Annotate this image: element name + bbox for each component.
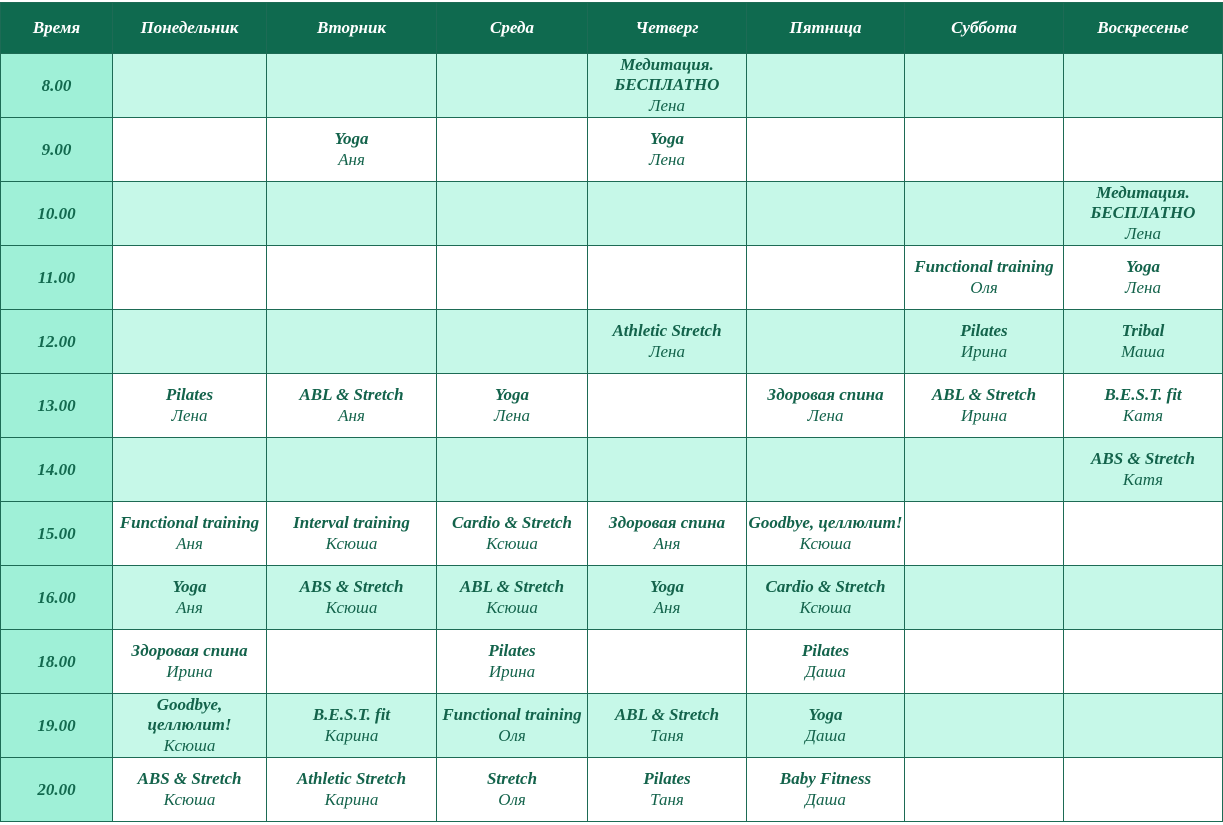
empty-cell (747, 54, 905, 118)
header-day: Воскресенье (1064, 3, 1223, 54)
class-name: Functional training (119, 513, 260, 532)
class-cell (905, 374, 1064, 438)
class-cell (588, 566, 747, 630)
empty-cell (588, 630, 747, 694)
empty-cell (267, 182, 437, 246)
empty-cell (905, 694, 1064, 758)
empty-cell (267, 310, 437, 374)
empty-cell (1064, 758, 1223, 822)
instructor-name: Ксюша (799, 534, 852, 553)
instructor-name: Лена (1125, 278, 1161, 297)
empty-cell (905, 566, 1064, 630)
empty-cell (747, 310, 905, 374)
class-cell (747, 502, 905, 566)
header-day: Четверг (588, 3, 747, 54)
empty-cell (905, 758, 1064, 822)
empty-cell (437, 246, 588, 310)
instructor-name: Аня (653, 534, 681, 553)
class-cell (588, 310, 747, 374)
class-name: ABS & Stretch (1091, 449, 1195, 468)
empty-cell (437, 438, 588, 502)
instructor-name: Ирина (488, 662, 536, 681)
class-name: Yoga (495, 385, 529, 404)
instructor-name: Лена (649, 342, 685, 361)
class-name: Pilates (165, 385, 214, 404)
class-cell (113, 566, 267, 630)
class-cell (747, 566, 905, 630)
schedule-body (1, 54, 1223, 822)
instructor-name: Даша (805, 662, 846, 681)
class-name: Cardio & Stretch (452, 513, 572, 532)
instructor-name: Аня (338, 150, 365, 169)
class-cell (747, 758, 905, 822)
header-day: Среда (437, 3, 588, 54)
class-name: Baby Fitness (779, 769, 872, 788)
class-name: Pilates (488, 641, 536, 660)
instructor-name: Ирина (960, 406, 1008, 425)
schedule-table (0, 2, 1223, 822)
class-name: Yoga (650, 129, 684, 148)
time-cell: 19.00 (1, 694, 113, 758)
header-time: Время (1, 3, 113, 54)
empty-cell (1064, 54, 1223, 118)
empty-cell (267, 438, 437, 502)
class-cell (437, 694, 588, 758)
class-cell (267, 758, 437, 822)
class-cell (113, 374, 267, 438)
instructor-name: Оля (970, 278, 998, 297)
empty-cell (747, 118, 905, 182)
class-name: Tribal (1121, 321, 1165, 340)
instructor-name: Маша (1121, 342, 1165, 361)
instructor-name: Оля (498, 790, 526, 809)
time-cell: 9.00 (1, 118, 113, 182)
class-cell (437, 566, 588, 630)
class-name: Pilates (960, 321, 1008, 340)
time-cell: 12.00 (1, 310, 113, 374)
class-name: ABS & Stretch (137, 769, 242, 788)
class-cell (267, 118, 437, 182)
class-cell (113, 758, 267, 822)
empty-cell (113, 246, 267, 310)
empty-cell (1064, 630, 1223, 694)
empty-cell (437, 118, 588, 182)
class-name: Pilates (801, 641, 850, 660)
class-name: ABL & Stretch (614, 705, 720, 724)
empty-cell (113, 310, 267, 374)
header-row (1, 3, 1223, 54)
header-day: Вторник (267, 3, 437, 54)
instructor-name: Ксюша (163, 736, 216, 755)
empty-cell (113, 118, 267, 182)
class-cell (113, 630, 267, 694)
table-row (1, 310, 1223, 374)
empty-cell (1064, 566, 1223, 630)
class-name: Yoga (808, 705, 843, 724)
class-name: Yoga (650, 577, 684, 596)
empty-cell (267, 630, 437, 694)
class-cell (437, 502, 588, 566)
time-cell: 16.00 (1, 566, 113, 630)
instructor-name: Лена (494, 406, 530, 425)
header-day: Понедельник (113, 3, 267, 54)
empty-cell (747, 246, 905, 310)
class-cell (1064, 246, 1223, 310)
empty-cell (437, 182, 588, 246)
class-cell (747, 630, 905, 694)
class-cell (905, 310, 1064, 374)
class-cell (588, 694, 747, 758)
time-cell: 15.00 (1, 502, 113, 566)
class-name: Interval training (293, 513, 410, 532)
header-day: Суббота (905, 3, 1064, 54)
class-name: Здоровая спина (608, 513, 726, 532)
class-name: Goodbye, целлюлит! (147, 695, 232, 734)
class-cell (113, 694, 267, 758)
class-cell (437, 758, 588, 822)
time-cell: 14.00 (1, 438, 113, 502)
class-cell (905, 246, 1064, 310)
class-name: Functional training (914, 257, 1054, 276)
instructor-name: Ксюша (325, 598, 378, 617)
instructor-name: Даша (805, 726, 846, 745)
class-name: Yoga (1126, 257, 1160, 276)
instructor-name: Катя (1122, 406, 1164, 425)
empty-cell (588, 246, 747, 310)
table-row (1, 246, 1223, 310)
class-cell (747, 694, 905, 758)
instructor-name: Ксюша (325, 534, 378, 553)
schedule-header (1, 3, 1223, 54)
table-row (1, 118, 1223, 182)
class-name: B.E.S.T. fit (312, 705, 391, 724)
class-cell (267, 566, 437, 630)
instructor-name: Даша (805, 790, 846, 809)
class-cell (588, 118, 747, 182)
class-name: Yoga (172, 577, 207, 596)
empty-cell (747, 438, 905, 502)
instructor-name: Аня (653, 598, 681, 617)
class-cell (747, 374, 905, 438)
empty-cell (1064, 118, 1223, 182)
instructor-name: Карина (324, 790, 379, 809)
class-cell (588, 758, 747, 822)
table-row (1, 630, 1223, 694)
empty-cell (113, 438, 267, 502)
class-name: Cardio & Stretch (765, 577, 886, 596)
empty-cell (1064, 502, 1223, 566)
instructor-name: Лена (171, 406, 208, 425)
class-name: ABL & Stretch (459, 577, 565, 596)
empty-cell (905, 182, 1064, 246)
empty-cell (747, 182, 905, 246)
class-name: Athletic Stretch (296, 769, 407, 788)
class-cell (267, 374, 437, 438)
table-row (1, 502, 1223, 566)
table-row (1, 54, 1223, 118)
table-row (1, 566, 1223, 630)
empty-cell (588, 374, 747, 438)
empty-cell (588, 438, 747, 502)
class-cell (267, 694, 437, 758)
empty-cell (113, 182, 267, 246)
instructor-name: Аня (176, 598, 203, 617)
header-day: Пятница (747, 3, 905, 54)
class-cell (588, 502, 747, 566)
class-name: ABL & Stretch (931, 385, 1037, 404)
empty-cell (588, 182, 747, 246)
empty-cell (267, 246, 437, 310)
instructor-name: Ксюша (163, 790, 216, 809)
class-name: Athletic Stretch (612, 321, 722, 340)
instructor-name: Ксюша (486, 534, 538, 553)
instructor-name: Таня (650, 726, 684, 745)
empty-cell (113, 54, 267, 118)
instructor-name: Лена (649, 96, 685, 115)
class-cell (437, 630, 588, 694)
class-cell (267, 502, 437, 566)
instructor-name: Лена (807, 406, 844, 425)
empty-cell (905, 630, 1064, 694)
table-row (1, 182, 1223, 246)
empty-cell (905, 438, 1064, 502)
class-cell (588, 54, 747, 118)
instructor-name: Ирина (166, 662, 213, 681)
class-name: Медитация. БЕСПЛАТНО (1090, 183, 1196, 222)
table-row (1, 438, 1223, 502)
table-row (1, 374, 1223, 438)
class-name: ABL & Stretch (299, 385, 404, 404)
table-row (1, 758, 1223, 822)
instructor-name: Оля (498, 726, 526, 745)
empty-cell (905, 54, 1064, 118)
time-cell: 13.00 (1, 374, 113, 438)
class-cell (1064, 182, 1223, 246)
class-name: Functional training (442, 705, 582, 724)
class-cell (1064, 374, 1223, 438)
class-cell (1064, 438, 1223, 502)
time-cell: 10.00 (1, 182, 113, 246)
instructor-name: Карина (324, 726, 379, 745)
time-cell: 11.00 (1, 246, 113, 310)
instructor-name: Лена (649, 150, 685, 169)
class-cell (113, 502, 267, 566)
class-name: Здоровая спина (131, 641, 248, 660)
empty-cell (905, 118, 1064, 182)
instructor-name: Лена (1125, 224, 1161, 243)
class-name: Stretch (486, 769, 538, 788)
class-name: Yoga (334, 129, 369, 148)
class-name: Goodbye, целлюлит! (748, 513, 903, 532)
empty-cell (437, 310, 588, 374)
empty-cell (1064, 694, 1223, 758)
class-name: B.E.S.T. fit (1104, 385, 1182, 404)
class-name: Здоровая спина (767, 385, 884, 404)
instructor-name: Аня (176, 534, 203, 553)
empty-cell (437, 54, 588, 118)
class-name: Медитация. БЕСПЛАТНО (614, 55, 720, 94)
empty-cell (905, 502, 1064, 566)
class-cell (1064, 310, 1223, 374)
instructor-name: Аня (338, 406, 365, 425)
instructor-name: Ксюша (486, 598, 538, 617)
class-cell (437, 374, 588, 438)
instructor-name: Ирина (960, 342, 1008, 361)
time-cell: 8.00 (1, 54, 113, 118)
empty-cell (267, 54, 437, 118)
time-cell: 18.00 (1, 630, 113, 694)
instructor-name: Катя (1122, 470, 1164, 489)
class-name: ABS & Stretch (299, 577, 404, 596)
instructor-name: Ксюша (799, 598, 852, 617)
class-name: Pilates (643, 769, 691, 788)
table-row (1, 694, 1223, 758)
instructor-name: Таня (650, 790, 684, 809)
time-cell: 20.00 (1, 758, 113, 822)
